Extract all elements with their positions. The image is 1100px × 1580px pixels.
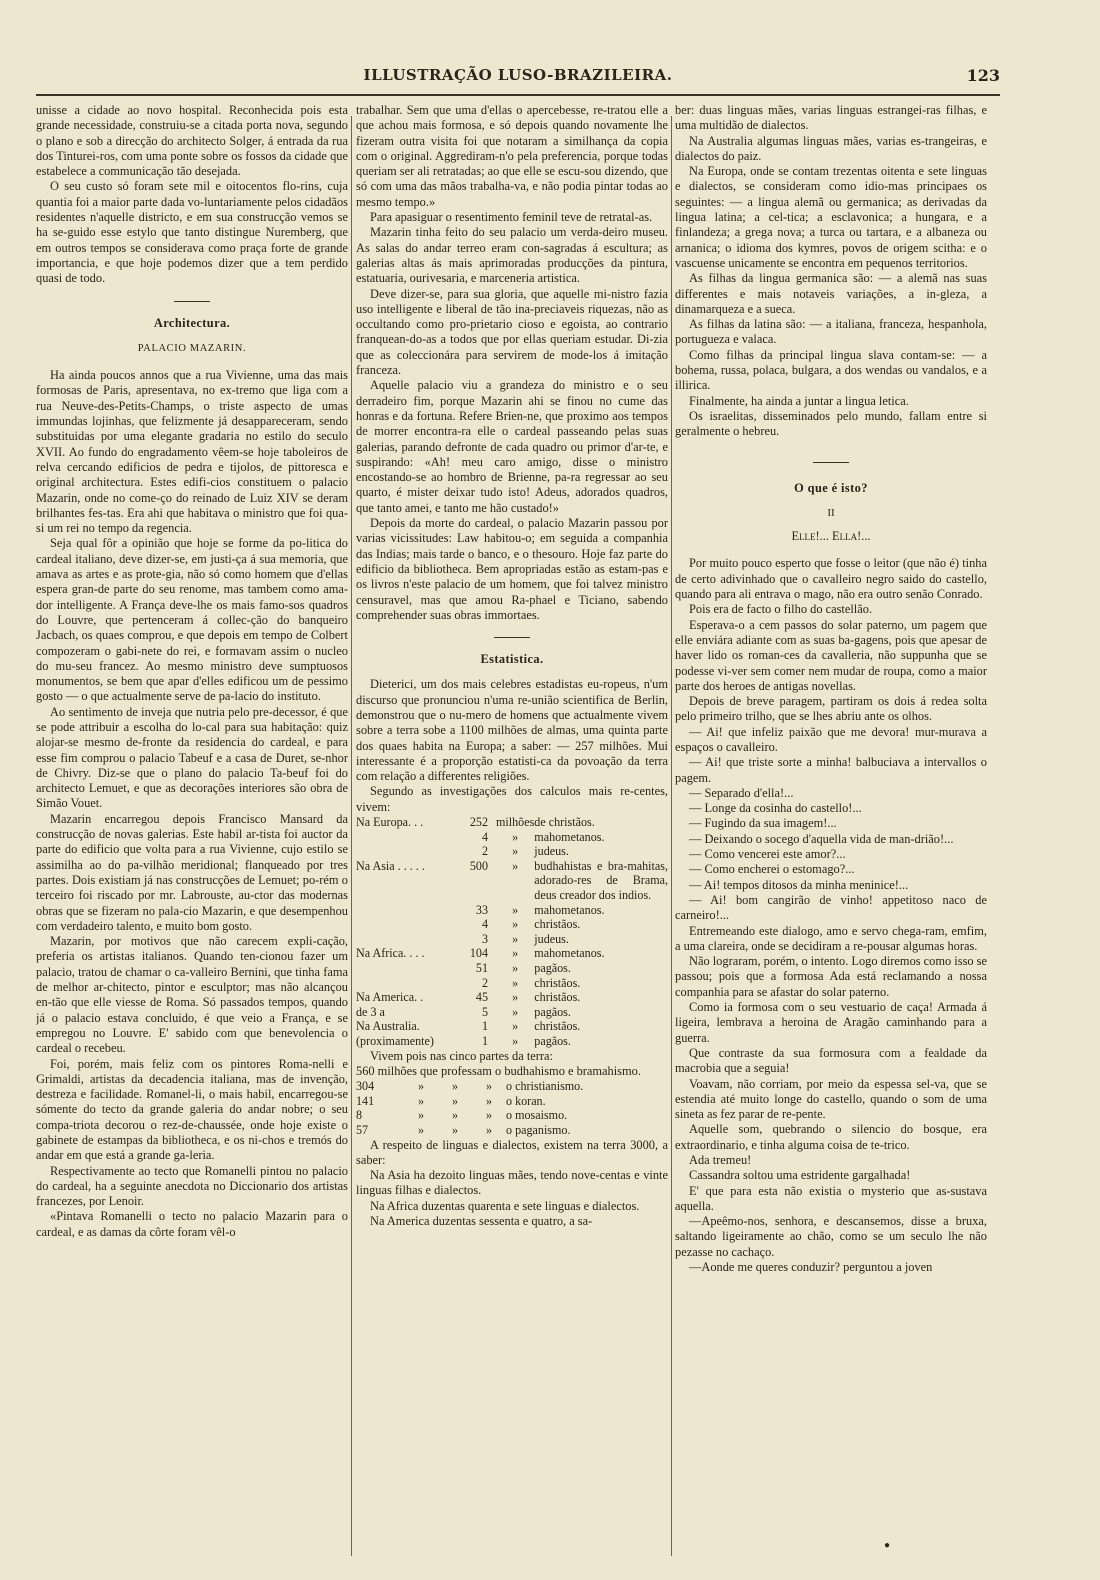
stat-unit: »	[512, 844, 519, 859]
paragraph: Na Africa duzentas quarenta e sete linguas e dialectos.	[370, 1198, 640, 1213]
paragraph: Voavam, não corriam, por meio da espessa sel-va, que se estendia até muito longe do castello, quando o som de uma sineta as fez parar de re-pente.	[675, 1076, 987, 1122]
stat-unit: »	[512, 931, 519, 946]
dialogue-line: — Como encherei o estomago?...	[689, 862, 855, 877]
stat-row	[356, 1005, 668, 1020]
stat-region	[356, 844, 440, 859]
stat-region: Na Australia.	[356, 1019, 420, 1034]
paragraph: Finalmente, ha ainda a juntar a lingua letica.	[689, 393, 909, 408]
stat-unit: »	[512, 917, 519, 932]
paragraph: Mazarin, por motivos que não carecem expli-cação, preferia os artistas italianos. Quando ten-cionou fazer um palacio, tratou de chamar o ca-valleiro Bernini, que tinha fama de melhor ar-chitecto, pintor e esculptor; mas não alcançou en-tão que elle viesse de Roma. Só passados tempos, quando já o palacio estava concluido, é que veio a França, e se empregou no Louvre. E' sabido com que benevolencia o cardeal o recebeu.	[36, 934, 348, 1056]
stat-row	[356, 815, 668, 830]
stat-number: 4	[481, 917, 488, 932]
stat-religion: budhahistas e bra-mahitas, adorado-res de Brama, deus creador dos indios.	[534, 858, 668, 903]
paragraph: Na America duzentas sessenta e quatro, a sa-	[370, 1214, 593, 1229]
stat-number: 45	[475, 990, 488, 1005]
dialogue-line: — Deixando o socego d'aquella vida de man-drião!...	[689, 831, 954, 846]
stat-row	[356, 976, 668, 991]
stat-row	[356, 946, 668, 961]
column-divider	[351, 116, 352, 1556]
stat-unit: milhões	[496, 815, 535, 830]
stat-number: 1	[481, 1019, 488, 1034]
stat-unit: »	[512, 975, 519, 990]
paragraph: 560 milhões que professam o budhahismo e bramahismo.	[356, 1063, 641, 1078]
stat-row	[356, 903, 668, 918]
stat-region	[356, 961, 440, 976]
paragraph: Aquelle palacio viu a grandeza do ministro e o seu derradeiro fim, porque Mazarin ahi se finou no cume das honras e da fortuna. Refere Brien-ne, que proximo aos tempos de morrer encontra-ra elle o cardeal passeando pelas suas galerias, parando defronte de cada quadro ou primor d'ar-te, e suspirando: «Ah! meu caro amigo, disse o ministro encostando-se ao hombro de Brienne, pa-ra regressar ao seu quarto, é mister deixar tudo isto! Adeus, adorados quadros, que tanto amei, e tanto me hão custado!»	[356, 378, 668, 515]
paragraph: A respeito de linguas e dialectos, existem na terra 3000, a saber:	[356, 1137, 668, 1167]
dialogue-line: — Ai! que triste sorte a minha! balbuciava a intervallos o pagem.	[675, 755, 987, 785]
paragraph: Ada tremeu!	[689, 1153, 752, 1167]
dialogue-line: — Ai! tempos ditosos da minha meninice!...	[689, 877, 909, 892]
paragraph: Respectivamente ao tecto que Romanelli pintou no palacio do cardeal, ha a seguinte anecdota no Diccionario dos artistas francezes, por Lenoir.	[36, 1163, 348, 1209]
ditto-mark: »	[485, 1108, 493, 1123]
paragraph: trabalhar. Sem que uma d'ellas o apercebesse, re-tratou elle a que achou mais formosa, e só depois quando novamente lhe fizeram outra visita foi que notaram a similhança da copia com o original. Aggrediram-n'o pela preferencia, porque todas queriam ser ali retratadas; ao que elle se escu-sou dizendo, que só com uma das mãos trabalha-va, e não podia pintar todas ao mesmo tempo.»	[356, 103, 668, 209]
stat-number: 1	[481, 1033, 488, 1048]
column-3	[675, 103, 987, 1553]
dialogue-line: — Ai! que infeliz paixão que me devora! mur-murava a espaços o cavalleiro.	[675, 724, 987, 754]
paragraph: Deve dizer-se, para sua gloria, que aquelle mi-nistro fazia uso intelligente e liberal de tão ina-preciaveis riquezas, não as occultando como pro-prietario cioso e egoista, ao contrario franquean-do-as a todos que por ellas queriam estudar. Di-zia que as coleccionára para servirem de mode-los á imitação franceza.	[356, 286, 668, 378]
stat-row	[356, 1019, 668, 1034]
paragraph: Cassandra soltou uma estridente gargalhada!	[689, 1168, 911, 1183]
total-row	[356, 1123, 668, 1138]
paragraph: unisse a cidade ao novo hospital. Reconhecida pois esta grande necessidade, construiu-se a citada porta nova, segundo o plano e sob a direcção do architecto Solger, á entrada da rua dos Tinturei-ros, com uma ponte sobre os fossos da cidade que estabelece a communicação tão desejada.	[36, 103, 348, 179]
stat-religion: judeus.	[534, 844, 569, 859]
stat-number: 3	[481, 931, 488, 946]
stat-unit: »	[512, 1019, 519, 1034]
stat-number: 252	[469, 815, 488, 830]
paragraph: Mazarin encarregou depois Francisco Mansard da construcção de novas galerias. Este habil ar-tista foi auctor da parte do edificio que volta para a rua Vivienne, cujo estilo se assimilha ao do pa-vilhão meridional; flanqueado por tres partes. Dois existiam já nas construcções de Lemuet; po-rém o terceiro foi riscado por mr. Labrouste, au-ctor das modernas obras que se fizeram no pala-cio Mazarin, e que desempenhou com verdadeiro talento, e muito bom gosto.	[36, 811, 348, 933]
paragraph: Por muito pouco esperto que fosse o leitor (que não é) tinha de certo adivinhado que o cavalleiro negro saido do castello, quando para ali entrava o mago, não era outro senão Conrado.	[675, 556, 987, 602]
religion-totals-table	[356, 1079, 668, 1137]
stat-unit: »	[512, 990, 519, 1005]
stat-region: Na Asia . . . . .	[356, 858, 425, 873]
ditto-mark: »	[451, 1093, 459, 1108]
column-2	[356, 103, 668, 1553]
stat-row	[356, 844, 668, 859]
paragraph: As filhas da lingua germanica são: — a alemã nas suas differentes e mais notaveis variações, a in-gleza, a dinamarqueza e a sueca.	[675, 271, 987, 316]
total-number: 57	[356, 1122, 369, 1137]
stat-religion: mahometanos.	[534, 902, 605, 917]
stat-row	[356, 1034, 668, 1049]
paragraph: E' que para esta não existia o mysterio que as-sustava aquella.	[675, 1183, 987, 1213]
stat-unit: »	[512, 829, 519, 844]
paragraph: Depois de breve paragem, partiram os dois á redea solta pelo primeiro trilho, que se lhes abriu ante os olhos.	[675, 694, 987, 724]
paragraph: As filhas da latina são: — a italiana, franceza, hespanhola, portugueza e valaca.	[675, 317, 987, 347]
stat-unit: »	[512, 961, 519, 975]
stat-row	[356, 859, 668, 903]
stat-religion: judeus.	[534, 931, 569, 946]
stat-region	[356, 903, 440, 918]
stat-region: Na Africa. . . .	[356, 946, 425, 961]
total-row	[356, 1079, 668, 1094]
paragraph: Ao sentimento de inveja que nutria pelo pre-decessor, é que se pode attribuir a escolha do lo-cal para sua habitação: quiz alojar-se mesmo de-fronte da residencia do cardeal, e para esse fim comprou o palacio Tabeuf e a casa de Duret, se-nhor de Chivry. Diz-se que o plano do palacio Ta-beuf foi do architecto Lemuet, e que as decorações interiores são obra de Simão Vouet.	[36, 704, 348, 811]
stat-number: 2	[481, 975, 488, 990]
paragraph: Não lograram, porém, o intento. Logo diremos como isso se passou; pois que a formosa Ada está reclamando a nossa companhia para se afastar do solar paterno.	[675, 954, 987, 999]
paragraph: Mazarin tinha feito do seu palacio um verda-deiro museu. As salas do andar terreo eram con-sagradas á escultura; as galerias altas ás mais aprimoradas producções da pintura, estatuaria, ourivesaria, e marceneria artistica.	[356, 225, 668, 286]
page-number: 123	[966, 66, 1000, 85]
section-heading-o-que-e-isto: O que é isto?	[794, 480, 868, 495]
stat-religion: mahometanos.	[534, 946, 605, 961]
paragraph: Como ia formosa com o seu vestuario de caça! Armada á ligeira, lembrava a heroina de Aragão caminhando para a guerra.	[675, 1000, 987, 1045]
paragraph: Entremeando este dialogo, amo e servo chega-ram, emfim, a uma clareira, onde se decidiram a re-pousar algumas horas.	[675, 923, 987, 953]
ditto-mark: »	[417, 1093, 425, 1108]
stat-region: (proximamente)	[356, 1033, 434, 1048]
dialogue-line: —Apeêmo-nos, senhora, e descansemos, disse a bruxa, saltando ligeiramente ao chão, como se um seculo lhe não pezasse no cachaço.	[675, 1214, 987, 1259]
stat-unit: »	[512, 1033, 519, 1048]
chapter-subtitle: Elle!... Ella!...	[791, 529, 871, 544]
total-religion: o paganismo.	[506, 1122, 571, 1137]
paragraph: Aquelle som, quebrando o silencio do bosque, era extraordinario, e tinha alguma coisa de te-trico.	[675, 1122, 987, 1152]
ditto-mark: »	[485, 1093, 493, 1108]
total-number: 304	[356, 1079, 375, 1094]
ditto-mark: »	[451, 1122, 459, 1137]
stat-number: 104	[469, 946, 488, 961]
ditto-mark: »	[417, 1079, 425, 1094]
stat-religion: pagãos.	[534, 1004, 571, 1019]
ditto-mark: »	[485, 1079, 493, 1094]
stat-unit: »	[512, 858, 519, 873]
stat-row	[356, 961, 668, 976]
ornament-dot: ●	[884, 1540, 891, 1551]
paragraph: Esperava-o a cem passos do solar paterno, um pagem que elle enviára adiante com as suas ba-gagens, pois que apesar de haver lido os roman-ces da cavalleria, não suppunha que se podesse vi-ver sem comer nem mudar de roupa, como a maior parte dos heroes de antigas novellas.	[675, 617, 987, 693]
stat-row	[356, 932, 668, 947]
stat-religion: christãos.	[534, 917, 581, 932]
religion-statistics-table	[356, 815, 668, 1049]
paragraph: Que contraste da sua formosura com a fealdade da macrobia que a seguia!	[675, 1045, 987, 1076]
paragraph: Depois da morte do cardeal, o palacio Mazarin passou por varias vicissitudes: Law habitou-o; em seguida a companhia das Indias; mais tarde o banco, e o thesouro. Hoje faz parte do edificio da bibliotheca. Bem apropriadas estão as estam-pas e os livros n'este palacio de um homem, que foi talvez ministro censuravel, mas que amou Ra-phael e Ticiano, sabendo comprehender suas obras immortaes.	[356, 516, 668, 622]
paragraph: Dieterici, um dos mais celebres estadistas eu-ropeus, n'um discurso que pronunciou n'uma re-união scientifica de Berlin, demonstrou que o nu-mero de homens que actualmente vivem sobre a terra sobe a 1100 milhões de almas, uma quinta parte dos quaes habita na Europa; a saber: — 257 milhões. Mui interessante é a proporção estatisti-ca da povoação da terra com relação a differentes religiões.	[356, 677, 668, 784]
paragraph: Seja qual fôr a opinião que hoje se forme da po-litica do cardeal italiano, deve dizer-se, em justi-ça á sua memoria, que amava as artes e as prote-gia, não só como homem que d'ellas espera gran-de parte do seu renome, mas tambem como ama-dor intelligente. A França deve-lhe os mais famo-sos quadros do Louvre, que pertenceram á collec-ção do banqueiro Jacbach, os quaes comprou, e que depois em tempo de Colbert compozeram o gabi-nete do rei, e formavam assim o nucleo do mu-seu francez. Ao mesmo ministro deve sumptuosos monumentos, se bem que apar d'elles edificou um de pessimo gosto — o que actualmente serve de pa-lacio do instituto.	[36, 536, 348, 704]
paragraph: Para apasiguar o resentimento feminil teve de retratal-as.	[370, 210, 653, 225]
paragraph: Na Europa, onde se contam trezentas oitenta e sete linguas e dialectos, se consideram como idio-mas principaes os seguintes: — a lingua alemã ou germanica; as derivadas da lingua latina; a cel-tica; a esclavonica; a hungara, e a finlandeza; a grega nova; a turca ou tartara, e a albaneza ou arnanica; o idioma dos kymres, povos de origem scitha: e o vascuense unicamente se encontra em pequenos territorios.	[675, 164, 987, 270]
section-subheading: PALACIO MAZARIN.	[137, 342, 247, 354]
stat-religion: christãos.	[534, 1019, 581, 1034]
stat-number: 51	[475, 961, 488, 975]
column-1	[36, 103, 348, 1553]
paragraph: Ha ainda poucos annos que a rua Vivienne, uma das mais formosas de Paris, apresentava, no ex-tremo que liga com a rua Neuve-des-Petits-Champs, o triste aspecto de umas immundas lojinhas, que felizmente já desappareceram, sendo substituidas por uma elegante gradaria no estilo do seculo XVII. Ao fundo do engradamento vêem-se hoje taboleiros de relva cercando edificios de pedra e tijolos, de pittoresca e original architectura. Estes edifi-cios constituem o palacio Mazarin, onde no come-ço do reinado de Luiz XIV se deram brilhantes fes-tas. Era ahi que habitava o ministro que foi qua-si um rei no tempo da regencia.	[36, 368, 348, 536]
stat-religion: christãos.	[534, 975, 581, 990]
total-number: 8	[356, 1108, 363, 1123]
dialogue-line: — Ai! bom cangirão de vinho! appetitoso naco de carneiro!...	[675, 892, 987, 923]
stat-religion: de christãos.	[534, 815, 595, 830]
stat-religion: pagãos.	[534, 961, 571, 975]
stat-region: de 3 a	[356, 1004, 385, 1019]
total-religion: o mosaismo.	[506, 1108, 568, 1123]
stat-number: 5	[481, 1004, 488, 1019]
stat-number: 33	[475, 902, 488, 917]
stat-row	[356, 830, 668, 845]
section-heading-architectura: Architectura.	[153, 315, 231, 330]
paragraph: «Pintava Romanelli o tecto no palacio Mazarin para o cardeal, e as damas da côrte foram vêl-o	[36, 1209, 348, 1239]
paragraph: ber: duas linguas mães, varias linguas estrangei-ras filhas, e uma multidão de dialectos.	[675, 103, 987, 133]
stat-number: 4	[481, 829, 488, 844]
dialogue-line: — Como vencerei este amor?...	[689, 847, 846, 862]
total-religion: o christianismo.	[506, 1079, 584, 1094]
total-row	[356, 1108, 668, 1123]
ditto-mark: »	[485, 1122, 493, 1137]
paragraph: Como filhas da principal lingua slava contam-se: — a bohema, russa, polaca, bulgara, a dos wendas ou vandalos, e a illirica.	[675, 347, 987, 393]
chapter-number: II	[827, 506, 835, 519]
stat-religion: mahometanos.	[534, 829, 605, 844]
stat-unit: »	[512, 902, 519, 917]
stat-unit: »	[512, 946, 519, 961]
stat-region	[356, 830, 440, 845]
total-row	[356, 1094, 668, 1109]
paragraph: Foi, porém, mais feliz com os pintores Roma-nelli e Grimaldi, artistas da decadencia italiana, mas de invenção, destreza e facilidade. Romanel-li, o mais habil, encarregou-se sómente do tecto da grande galeria do andar nobre; o seu compa-triota decorou o rez-de-chaussée, onde hoje existe o gabinete de estampas da bibliotheca, e os ni-chos e tremós do andar em que está a grande ga-leria.	[36, 1056, 348, 1163]
ditto-mark: »	[451, 1079, 459, 1094]
stat-region: Na America. .	[356, 990, 424, 1005]
paragraph: Na Asia ha dezoito linguas mães, tendo nove-centas e vinte linguas filhas e dialectos.	[356, 1168, 668, 1198]
stat-row	[356, 917, 668, 932]
dialogue-line: — Separado d'ella!...	[689, 785, 794, 800]
dialogue-line: — Longe da cosinha do castello!...	[689, 801, 862, 816]
column-divider	[671, 116, 672, 1556]
total-number: 141	[356, 1093, 375, 1108]
stat-region: Na Europa. . .	[356, 815, 424, 830]
paragraph: Vivem pois nas cinco partes da terra:	[370, 1048, 553, 1063]
stat-region	[356, 976, 440, 991]
stat-religion: pagãos.	[534, 1033, 571, 1048]
paragraph: O seu custo só foram sete mil e oitocentos flo-rins, cuja quantia foi a maior parte dada vo-luntariamente pelos cidadãos residentes n'aquelle districto, e em sua construcção vemos se ha se-guido esse estylo que tanto distingue Nuremberg, que em outros tempos se considerava como praça forte de grande importancia, e que hoje podemos dizer que a tem perdido quasi de todo.	[36, 179, 348, 286]
dialogue-line: — Fugindo da sua imagem!...	[689, 816, 837, 831]
stat-region	[356, 917, 440, 932]
paragraph: Segundo as investigações dos calculos mais re-centes, vivem:	[356, 784, 668, 814]
ditto-mark: »	[417, 1122, 425, 1137]
section-divider	[174, 301, 210, 302]
paragraph: Pois era de facto o filho do castellão.	[689, 602, 873, 617]
ditto-mark: »	[451, 1108, 459, 1123]
ditto-mark: »	[417, 1108, 425, 1123]
section-heading-estatistica: Estatistica.	[480, 652, 544, 667]
stat-region	[356, 932, 440, 947]
stat-number: 500	[469, 858, 488, 873]
journal-title: ILLUSTRAÇÃO LUSO-BRAZILEIRA.	[363, 66, 673, 84]
stat-row	[356, 990, 668, 1005]
total-religion: o koran.	[506, 1093, 546, 1108]
stat-number: 2	[481, 844, 488, 859]
paragraph: Na Australia algumas linguas mães, varias es-trangeiras, e dialectos do paiz.	[675, 133, 987, 163]
stat-unit: »	[512, 1004, 519, 1019]
section-divider	[813, 462, 849, 463]
stat-religion: christãos.	[534, 990, 581, 1005]
page-header	[36, 64, 1000, 96]
section-divider	[494, 637, 530, 638]
paragraph: Os israelitas, disseminados pelo mundo, fallam entre si geralmente o hebreu.	[675, 408, 987, 439]
dialogue-line: —Aonde me queres conduzir? perguntou a joven	[689, 1260, 933, 1275]
